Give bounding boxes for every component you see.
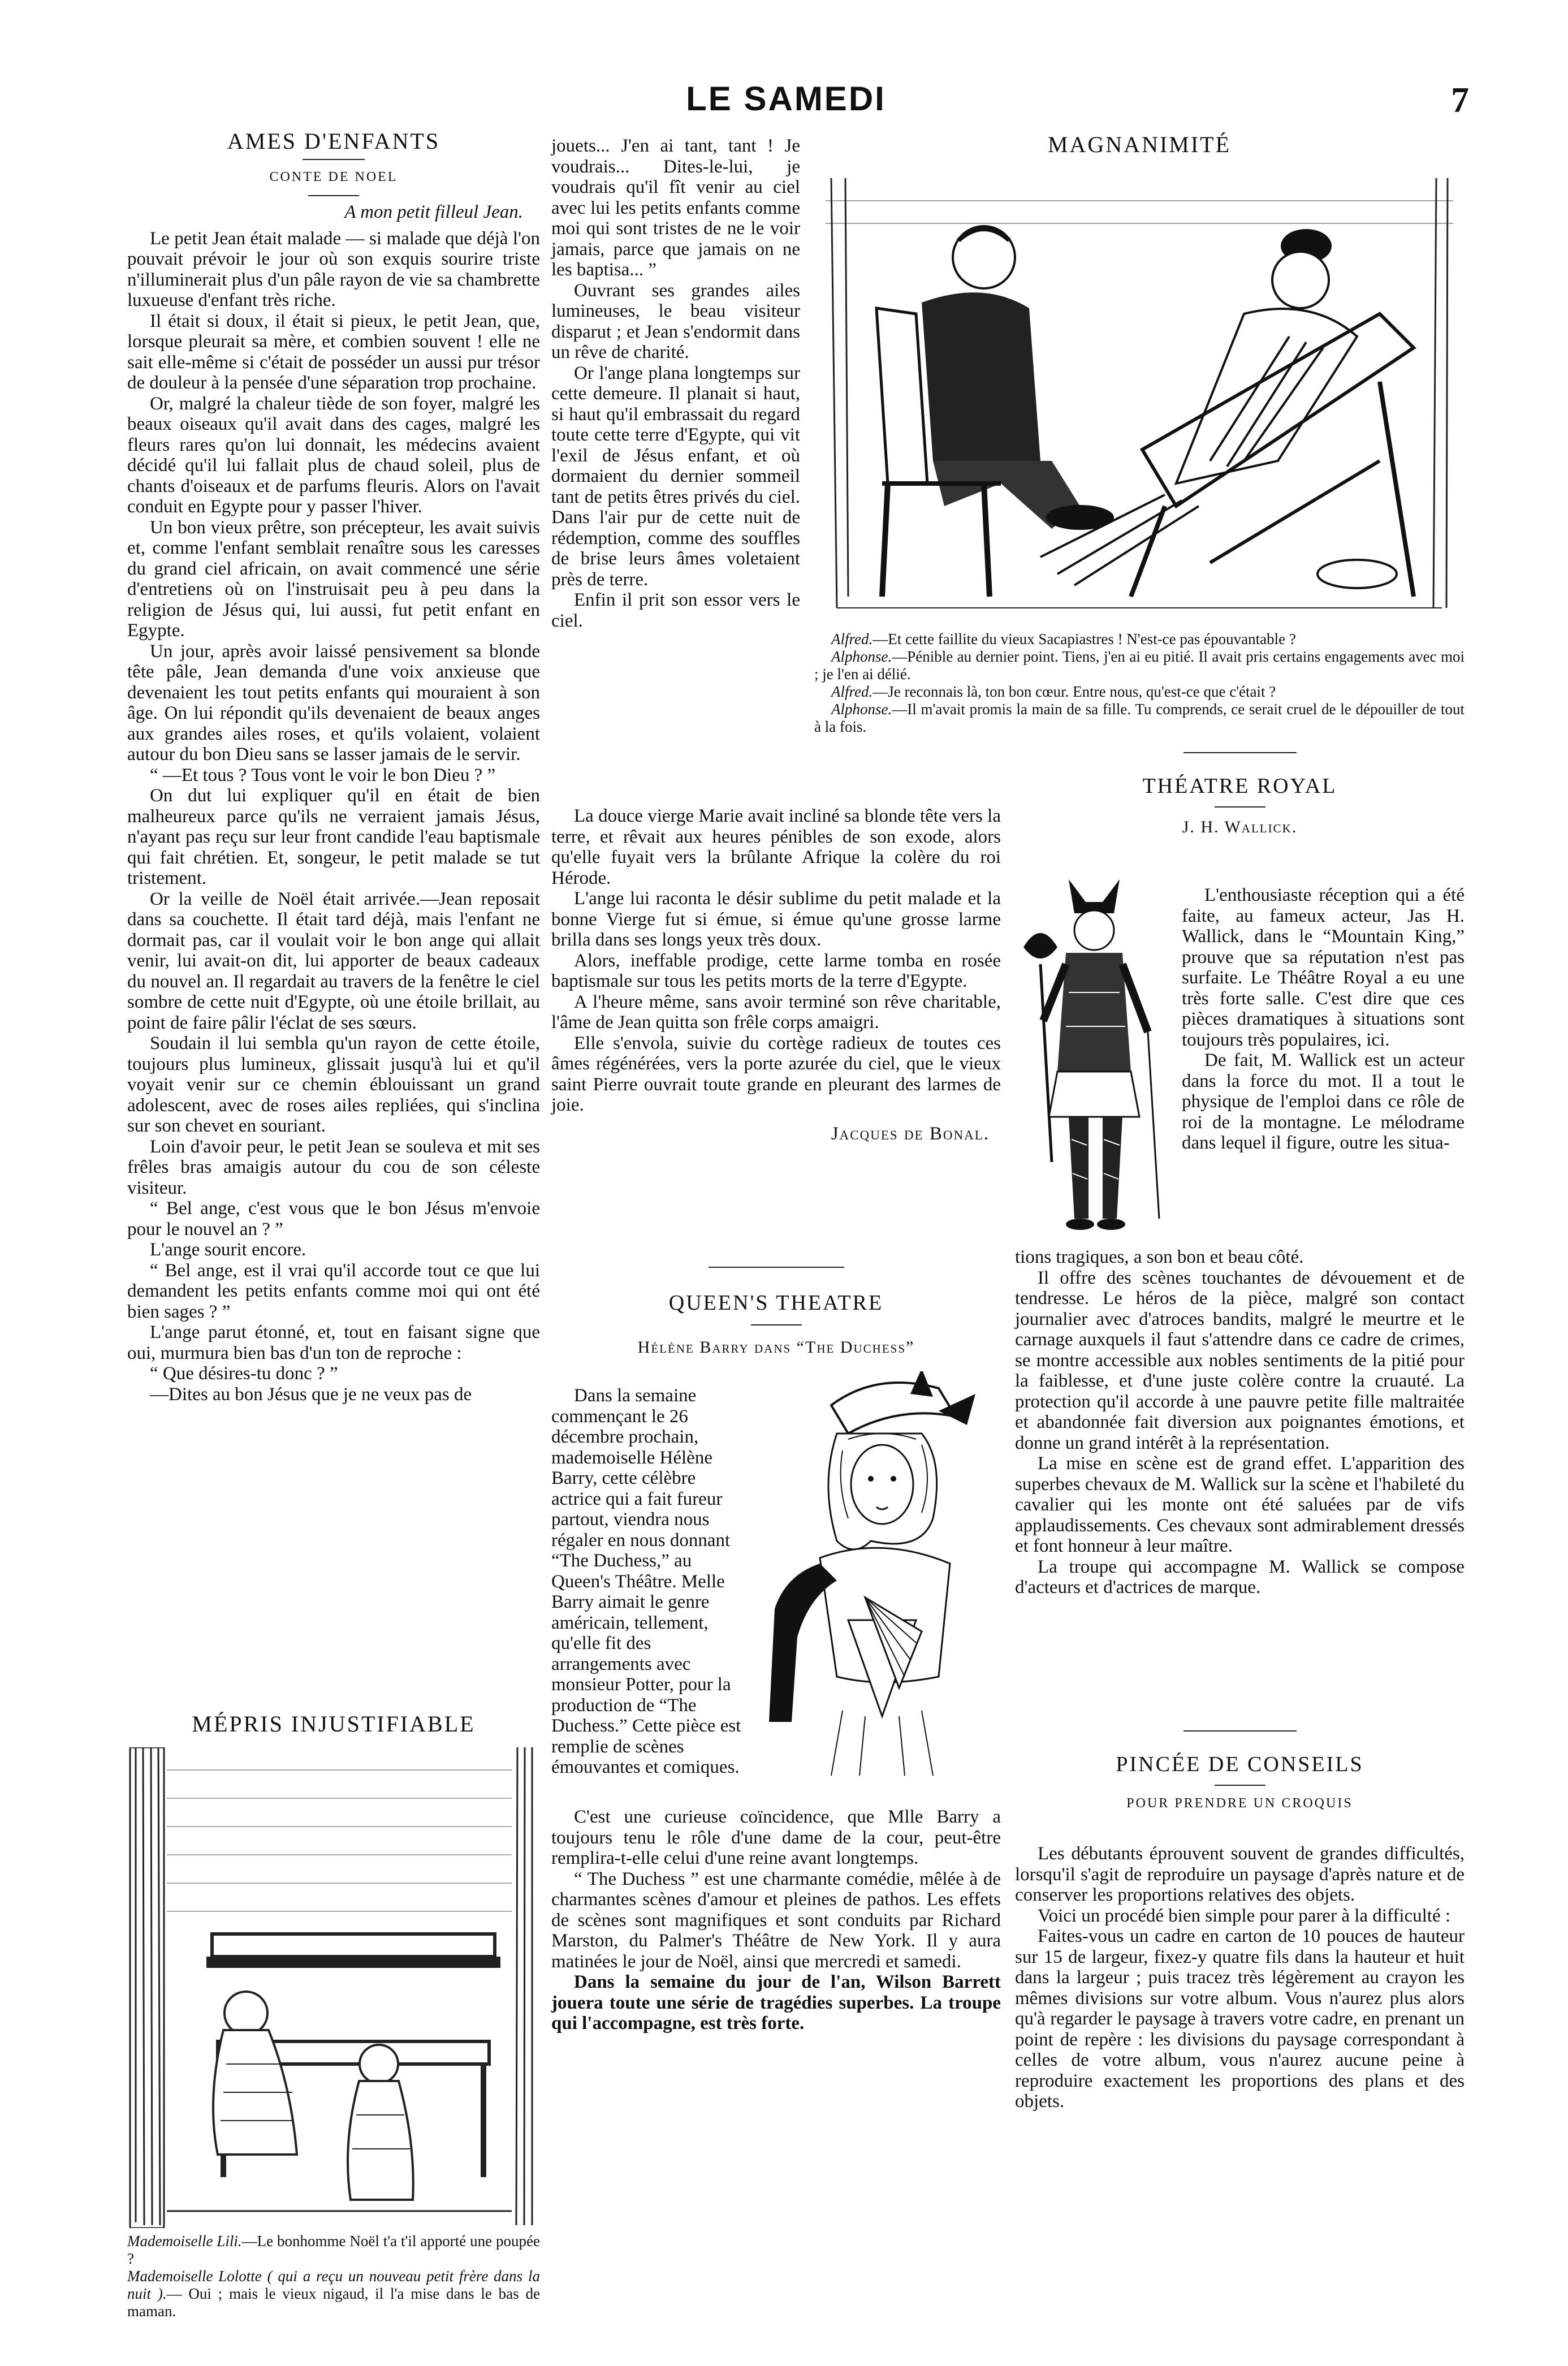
article-ames-denfants-ending bbox=[551, 806, 1001, 1144]
theatre-royal-narrow-text bbox=[1182, 885, 1465, 1154]
dedication: A mon petit filleul Jean. bbox=[344, 202, 523, 222]
paragraph: L'ange lui raconta le désir sublime du petit malade et la bonne Vierge fut si émue, si émue qu'une grosse larme brilla dans ses longs yeux très doux. bbox=[551, 888, 1001, 950]
paragraph: Loin d'avoir peur, le petit Jean se souleva et mit ses frêles bras amaigis autour du cou de son céleste visiteur. bbox=[127, 1136, 540, 1198]
paragraph: Un bon vieux prêtre, son précepteur, les avait suivis et, comme l'enfant semblait renaître sous les caresses du grand ciel africain, on avait commencé une série d'entretiens où on l'instruisait peu à peu dans la religion de Jésus qui, lui aussi, fut petit enfant en Egypte. bbox=[127, 517, 540, 641]
paragraph: tions tragiques, a son bon et beau côté. bbox=[1015, 1247, 1304, 1267]
caption-speaker: Mademoiselle Lili. bbox=[127, 2233, 242, 2250]
masthead bbox=[0, 79, 1568, 124]
paragraph: Un jour, après avoir laissé pensivement sa blonde tête pâle, Jean demanda d'une voix anxieuse que devenaient les tout petits enfants qui mouraient à son âge. On lui répondit qu'ils devenaient de beaux anges aux grandes ailes roses, et qu'ils volaient, volaient autour du bon Dieu sans se lasser jamais de le servir. bbox=[127, 641, 540, 765]
paragraph: Alors, ineffable prodige, cette larme tomba en rosée baptismale sur tous les petits morts de la terre d'Egypte. bbox=[551, 950, 1001, 991]
paragraph: Voici un procédé bien simple pour parer à la difficulté : bbox=[1038, 1905, 1451, 1926]
pincee-de-conseils-section bbox=[1015, 1730, 1465, 1811]
caption-speaker: Alphonse. bbox=[831, 648, 892, 665]
paragraph: A l'heure même, sans avoir terminé son rêve charitable, l'âme de Jean quitta son frêle corps amaigri. bbox=[551, 991, 1001, 1033]
divider bbox=[308, 195, 359, 196]
paragraph: “ Bel ange, est il vrai qu'il accorde tout ce que lui demandent les petits enfants comme moi qui ont été bien sages ? ” bbox=[127, 1260, 540, 1322]
magnanimite-section bbox=[814, 131, 1465, 158]
illustration-helene-barry bbox=[752, 1371, 1001, 1778]
section-heading: MAGNANIMITÉ bbox=[1047, 132, 1232, 157]
caption-speaker: Alphonse. bbox=[831, 701, 892, 718]
paragraph: Or, malgré la chaleur tiède de son foyer, malgré les beaux oiseaux qu'il avait dans des cages, malgré les fleurs rares qu'on lui donnait, les médecins avaient décidé qu'il lui fallait plus de chaud soleil, plus de chants d'oiseaux et de parfums fleuris. Alors on l'avait conduit en Egypte pour y passer l'hiver. bbox=[127, 393, 540, 517]
paragraph: “ The Duchess ” est une charmante comédie, mêlée à de charmantes scènes d'amour et pleines de pathos. Les effets de scènes sont magnifiques et sont conduits par Richard Marston, du Palmer's Théâtre de New York. Il y aura matinées le jour de Noël, ainsi que mercredi et samedi. bbox=[551, 1868, 1001, 1972]
divider bbox=[1215, 1785, 1265, 1786]
paragraph: La troupe qui accompagne M. Wallick se compose d'acteurs et d'actrices de marque. bbox=[1015, 1556, 1465, 1598]
pincee-text bbox=[1015, 1843, 1465, 2112]
divider bbox=[303, 159, 365, 160]
queens-theatre-section bbox=[551, 1267, 1001, 1357]
paragraph: Dans la semaine du jour de l'an, Wilson Barrett jouera toute une série de tragédies superbes. La troupe qui l'accompagne, est très forte. bbox=[551, 1972, 1001, 2033]
paragraph: Or la veille de Noël était arrivée.—Jean reposait dans sa couchette. Il était tard déjà, mais l'enfant ne dormait pas, car il voulait voir le bon ange qui allait venir, lui avait-on dit, lui apporter de beaux cadeaux du nouvel an. Il regardait au travers de la fenêtre le ciel sombre de cette nuit d'Egypte, où une étoile brillait, au point de faire pâlir l'éclat de ses sœurs. bbox=[127, 888, 540, 1033]
mepris-caption bbox=[127, 2233, 540, 2320]
mepris-injustifiable-section bbox=[127, 1711, 540, 1737]
section-subheading: POUR PRENDRE UN CROQUIS bbox=[1126, 1796, 1353, 1811]
theatre-royal-wide-text bbox=[1015, 1247, 1465, 1598]
illustration-jh-wallick bbox=[1018, 879, 1170, 1241]
magnanimite-caption bbox=[814, 631, 1465, 736]
illustration-children-on-bench bbox=[127, 1747, 540, 2228]
paragraph: “ Que désires-tu donc ? ” bbox=[150, 1363, 338, 1384]
caption-speaker: Mademoiselle Lolotte ( qui a reçu un nouveau petit frère dans la nuit ). bbox=[127, 2268, 540, 2302]
divider bbox=[1183, 1730, 1297, 1732]
paragraph: C'est une curieuse coïncidence, que Mlle Barry a toujours tenu le rôle d'une dame de la cour, peut-être remplira-t-elle celui d'une reine avant longtemps. bbox=[551, 1807, 1001, 1868]
paragraph: La mise en scène est de grand effet. L'apparition des superbes chevaux de M. Wallick sur la scène et l'habileté du cavalier qui les monte ont été saluées par de vifs applaudissements. Ces chevaux sont admirablement dressés et font honneur à leur maître. bbox=[1015, 1453, 1465, 1556]
article-heading: AMES D'ENFANTS bbox=[227, 128, 440, 154]
paragraph: Il offre des scènes touchantes de dévouement et de tendresse. Le héros de la pièce, malgré son contact journalier avec d'atroces bandits, malgré le meurtre et le carnage auxquels il faut s'attendre dans ce cadre de crimes, se montre accessible aux nobles sentiments de la pitié pour la faiblesse, et d'une juste colère contre la cruauté. La protection qu'il accorde à une pauvre petite fille maltraitée et abandonnée fait diversion aux poignantes émotions, et donne un grand intérêt à la représentation. bbox=[1015, 1267, 1465, 1453]
caption-text: —Je reconnais là, ton bon cœur. Entre nous, qu'est-ce que c'était ? bbox=[872, 683, 1276, 700]
caption-line: — Oui ; mais le vieux nigaud, il l'a mise dans le bas de maman. bbox=[127, 2285, 540, 2320]
caption-line: —Le bonhomme Noël t'a t'il apporté une poupée ? bbox=[127, 2233, 540, 2267]
article-ames-denfants-continued bbox=[551, 136, 800, 631]
paragraph: De fait, M. Wallick est un acteur dans la force du mot. Il a tout le physique de l'emploi dans ce rôle de roi de la montagne. Le mélodrame dans lequel il figure, outre les situa- bbox=[1182, 1050, 1465, 1153]
paragraph: Dans la semaine commençant le 26 décembre prochain, mademoiselle Hélène Barry, cette célèbre actrice qui a fait fureur partout, viendra nous régaler en nous donnant “The Duchess,” au Queen's Théâtre. Melle Barry aimait le genre américain, tellement, qu'elle fit des arrangements avec monsieur Potter, pour la production de “The Duchess.” Cette pièce est remplie de scènes émouvantes et comiques. bbox=[551, 1385, 741, 1777]
paragraph: Enfin il prit son essor vers le ciel. bbox=[551, 590, 800, 631]
caption-line bbox=[814, 683, 1465, 701]
divider bbox=[709, 1267, 844, 1268]
paragraph: Ouvrant ses grandes ailes lumineuses, le beau visiteur disparut ; et Jean s'endormit dans un rêve de charité. bbox=[551, 280, 800, 362]
article-ames-denfants bbox=[127, 128, 540, 1405]
caption-speaker: Alfred. bbox=[831, 683, 873, 700]
divider bbox=[1215, 806, 1265, 808]
paragraph: L'enthousiaste réception qui a été faite, au fameux acteur, Jas H. Wallick, dans le “Mountain King,” prouve que sa réputation n'est pas surfaite. Le Théâtre Royal a eu une très forte salle. C'est dire que ces pièces dramatiques à situations sont toujours très populaires, ici. bbox=[1182, 885, 1465, 1050]
divider bbox=[1183, 752, 1297, 753]
paragraph: La douce vierge Marie avait incliné sa blonde tête vers la terre, et rêvait aux heures pénibles de son exode, alors qu'elle fuyait vers la brûlante Afrique la colère du roi Hérode. bbox=[551, 806, 1001, 888]
caption-text: —Et cette faillite du vieux Sacapiastres ! N'est-ce pas épouvantable ? bbox=[872, 631, 1296, 647]
caption-text: —Pénible au dernier point. Tiens, j'en ai eu pitié. Il avait pris certains engagements avec moi ; je l'en ai délié. bbox=[814, 648, 1465, 683]
paragraph: Il était si doux, il était si pieux, le petit Jean, que, lorsque pleurait sa mère, et combien souvent ! elle ne sait elle-même si c'était de posséder un aussi pur trésor de douleur à la pensée d'une séparation trop prochaine. bbox=[127, 310, 540, 393]
queens-narrow-text bbox=[551, 1385, 744, 1778]
caption-text: —Il m'avait promis la main de sa fille. Tu comprends, ce serait cruel de le dépouiller de tout à la fois. bbox=[814, 701, 1465, 735]
paragraph: Or l'ange plana longtemps sur cette demeure. Il planait si haut, si haut qu'il embrassait du regard toute cette terre d'Egypte, qui vit l'exil de Jésus enfant, et où dormaient du dernier sommeil tant de petits êtres privés du ciel. Dans l'air pur de cette nuit de rédemption, comme des souffles de brise leurs âmes voletaient près de terre. bbox=[551, 362, 800, 590]
section-heading: MÉPRIS INJUSTIFIABLE bbox=[192, 1711, 476, 1737]
divider bbox=[751, 1324, 802, 1326]
queens-wide-text bbox=[551, 1807, 1001, 2034]
paragraph: L'ange parut étonné, et, tout en faisant signe que oui, murmura bien bas d'un ton de reproche : bbox=[127, 1322, 540, 1363]
paragraph: jouets... J'en ai tant, tant ! Je voudrais... Dites-le-lui, je voudrais qu'il fît venir au ciel avec lui les petits enfants comme moi qui sont tristes de ne le voir jamais, parce que jamais on ne les baptisa... ” bbox=[551, 136, 800, 280]
caption-line bbox=[814, 648, 1465, 683]
caption-line bbox=[814, 631, 1465, 648]
paragraph: L'ange sourit encore. bbox=[150, 1240, 306, 1260]
paragraph: Le petit Jean était malade — si malade que déjà l'on pouvait prévoir le jour où son exquis sourire triste n'illuminerait plus d'un pâle rayon de vie sa chambrette luxueuse d'enfant très riche. bbox=[127, 228, 540, 310]
article-subheading: CONTE DE NOEL bbox=[269, 169, 398, 184]
article-signature: Jacques de Bonal. bbox=[831, 1123, 990, 1144]
caption-line bbox=[814, 701, 1465, 736]
caption-speaker: Alfred. bbox=[831, 631, 873, 647]
section-heading: PINCÉE DE CONSEILS bbox=[1116, 1752, 1364, 1776]
paragraph: Soudain il lui sembla qu'un rayon de cette étoile, toujours plus lumineux, glissait jusqu'à lui et qu'il voyait venir sur ce chemin éblouissant un grand adolescent, avec de roses ailes repliées, qui s'inclina sur son chevet en souriant. bbox=[127, 1033, 540, 1136]
newspaper-title: LE SAMEDI bbox=[686, 80, 886, 118]
section-heading: THÉATRE ROYAL bbox=[1142, 774, 1337, 798]
section-heading: QUEEN'S THEATRE bbox=[668, 1291, 884, 1315]
section-subheading: J. H. Wallick. bbox=[1182, 818, 1298, 836]
paragraph: “ Bel ange, c'est vous que le bon Jésus m'envoie pour le nouvel an ? ” bbox=[127, 1198, 540, 1240]
paragraph: On dut lui expliquer qu'il en était de bien malheureux parce qu'ils ne verraient jamais Jésus, n'ayant pas reçu sur leur front candide l'eau baptismale qui fait chrétien. Et, songeur, le petit malade se tut tristement. bbox=[127, 785, 540, 888]
page-number: 7 bbox=[1451, 80, 1469, 120]
paragraph: Faites-vous un cadre en carton de 10 pouces de hauteur sur 15 de largeur, fixez-y quatre fils dans la hauteur et huit dans la largeur ; puis tracez très légèrement au crayon les mêmes divisions sur votre album. Vous n'aurez plus alors qu'à regarder le paysage à travers votre cadre, en prenant un point de repère : les divisions du paysage correspondant à celles de votre album, vous n'aurez aucune peine à reproduire exactement les proportions des plans et des objets. bbox=[1015, 1926, 1465, 2112]
paragraph: Elle s'envola, suivie du cortège radieux de toutes ces âmes régénérées, vers la porte azurée du ciel, que le vieux saint Pierre ouvrait toute grande en pleurant des larmes de joie. bbox=[551, 1033, 1001, 1115]
paragraph: —Dites au bon Jésus que je ne veux pas de bbox=[150, 1384, 472, 1405]
paragraph: “ —Et tous ? Tous vont le voir le bon Dieu ? ” bbox=[150, 765, 496, 785]
illustration-two-men-armchairs bbox=[814, 167, 1465, 619]
paragraph: Les débutants éprouvent souvent de grandes difficultés, lorsqu'il s'agit de reproduire un paysage d'après nature et de conserver les proportions relatives des objets. bbox=[1015, 1843, 1465, 1905]
section-subheading: Hélène Barry dans “The Duchess” bbox=[637, 1338, 915, 1357]
theatre-royal-section bbox=[1015, 752, 1465, 837]
